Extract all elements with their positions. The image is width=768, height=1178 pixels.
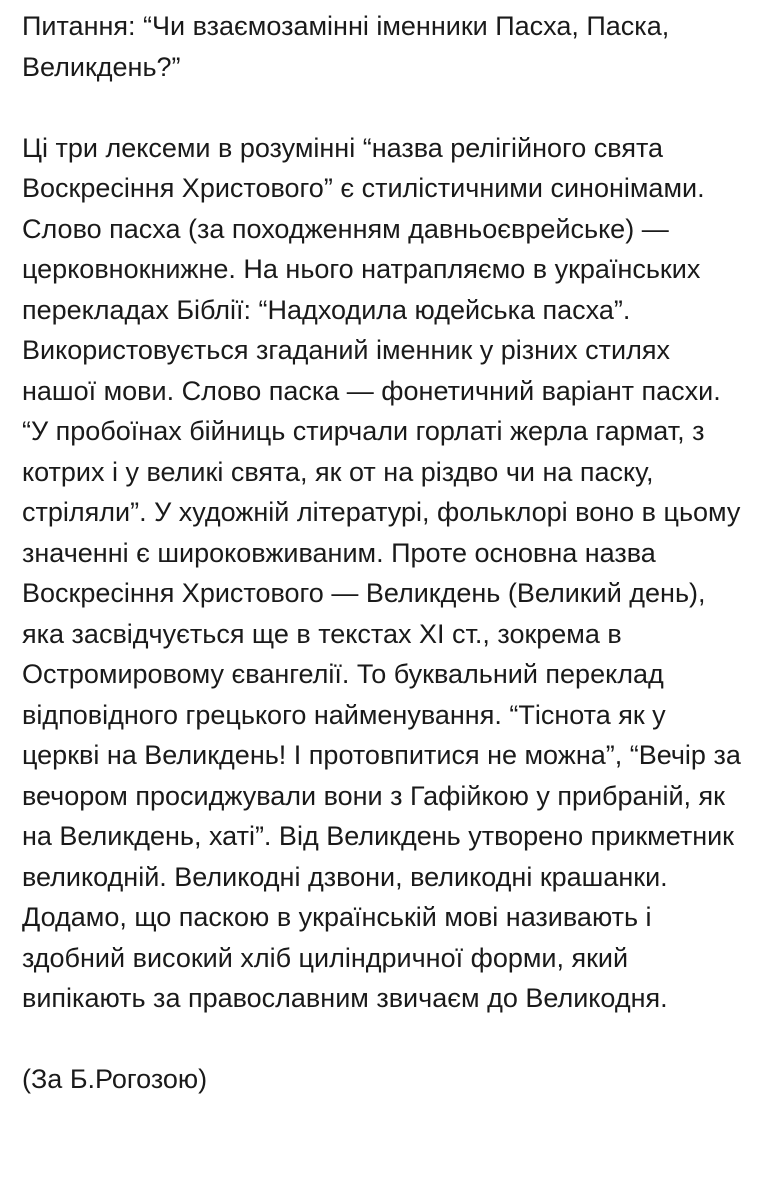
answer-paragraph: Ці три лексеми в розумінні “назва релігійного свята Воскресіння Христового” є стилістичними синонімами. Слово пасха (за походженням давньоєврейське) — церковнокнижне. На нього натрапляємо в українських перекладах Біблії: “Надходила юдейська пасха”. Використовується згаданий іменник у різних стилях нашої мови. Слово паска — фонетичний варіант пасхи. “У пробоїнах бійниць стирчали горлаті жерла гармат, з котрих і у великі свята, як от на різдво чи на паску, стріляли”. У художній літературі, фольклорі воно в цьому значенні є широковживаним. Проте основна назва Воскресіння Христового — Великдень (Великий день), яка засвідчується ще в текстах XI ст., зокрема в Остромировому євангелії. То буквальний переклад відповідного грецького найменування. “Тіснота як у церкві на Великдень! І протовпитися не можна”, “Вечір за вечором просиджували вони з Гафійкою у прибраній, як на Великдень, хаті”. Від Великдень утворено прикметник великодній. Великодні дзвони, великодні крашанки. Додамо, що паскою в українській мові називають і здобний високий хліб циліндричної форми, який випікають за православним звичаєм до Великодня. [22, 132, 741, 1013]
document [22, 6, 746, 1100]
attribution: (За Б.Рогозою) [22, 1064, 208, 1094]
question-paragraph: Питання: “Чи взаємозамінні іменники Пасха, Паска, Великдень?” [22, 11, 670, 82]
